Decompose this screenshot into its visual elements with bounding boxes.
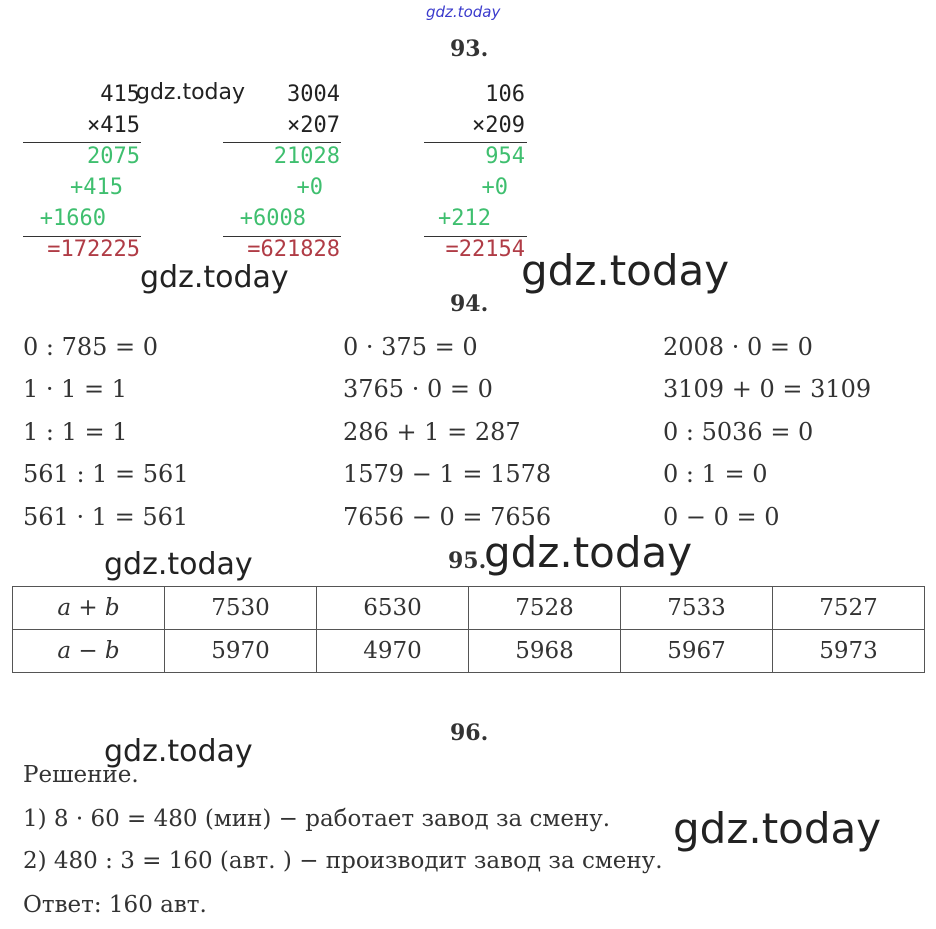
- table-cell: 5968: [469, 630, 621, 673]
- watermark-top: gdz.today: [426, 3, 501, 21]
- product-result: =22154: [445, 237, 525, 262]
- partial-product-1: 2075: [87, 144, 140, 169]
- equation: 0 · 375 = 0: [343, 333, 478, 361]
- table-row: [13, 630, 925, 673]
- rule-line: [424, 142, 527, 143]
- partial-product-1: 21028: [273, 144, 340, 169]
- equation: 1 : 1 = 1: [23, 418, 128, 446]
- equation: 3765 · 0 = 0: [343, 375, 493, 403]
- multiplicand: 415: [100, 82, 140, 107]
- rule-line: [424, 236, 527, 237]
- rule-line: [223, 236, 341, 237]
- table-cell: 5970: [165, 630, 317, 673]
- table-cell: 6530: [317, 587, 469, 630]
- task-93-number: 93.: [450, 36, 489, 62]
- task-94-number: 94.: [450, 291, 489, 317]
- watermark: gdz.today: [521, 246, 730, 295]
- equation: 561 : 1 = 561: [23, 460, 189, 488]
- watermark: gdz.today: [673, 804, 882, 853]
- task-95-number: 95.: [448, 548, 487, 574]
- multiplication-column-2: [190, 79, 340, 265]
- multiplier: ×207: [287, 113, 340, 138]
- multiplicand: 3004: [287, 82, 340, 107]
- equation: 1579 − 1 = 1578: [343, 460, 552, 488]
- watermark: gdz.today: [104, 547, 253, 582]
- row-label-difference: a − b: [13, 630, 165, 673]
- multiplicand: 106: [485, 82, 525, 107]
- watermark: gdz.today: [104, 734, 253, 769]
- equation: 1 · 1 = 1: [23, 375, 128, 403]
- product-result: =172225: [47, 237, 140, 262]
- table-cell: 7530: [165, 587, 317, 630]
- rule-line: [223, 142, 341, 143]
- partial-product-3: +212: [438, 206, 491, 231]
- watermark: gdz.today: [136, 80, 246, 105]
- row-label-sum: a + b: [13, 587, 165, 630]
- table-cell: 5973: [773, 630, 925, 673]
- equation: 0 : 5036 = 0: [663, 418, 814, 446]
- solution-heading: Решение.: [23, 762, 139, 788]
- multiplication-column-3: [375, 79, 525, 265]
- equation: 3109 + 0 = 3109: [663, 375, 872, 403]
- partial-product-2: +0: [481, 175, 508, 200]
- equation: 286 + 1 = 287: [343, 418, 521, 446]
- equation: 0 : 1 = 0: [663, 460, 768, 488]
- table-cell: 7528: [469, 587, 621, 630]
- values-table: [12, 586, 925, 673]
- equation: 561 · 1 = 561: [23, 503, 189, 531]
- equation: 7656 − 0 = 7656: [343, 503, 552, 531]
- solution-step-1: 1) 8 · 60 = 480 (мин) − работает завод за смену.: [23, 806, 611, 832]
- answer: Ответ: 160 авт.: [23, 892, 207, 918]
- partial-product-3: +1660: [39, 206, 106, 231]
- solution-step-2: 2) 480 : 3 = 160 (авт. ) − производит завод за смену.: [23, 848, 663, 874]
- equation: 0 : 785 = 0: [23, 333, 159, 361]
- table-cell: 7533: [621, 587, 773, 630]
- partial-product-2: +415: [70, 175, 123, 200]
- table-row: [13, 587, 925, 630]
- watermark: gdz.today: [140, 260, 289, 295]
- rule-line: [23, 142, 141, 143]
- multiplication-column-1: [0, 79, 140, 265]
- watermark: gdz.today: [484, 528, 693, 577]
- equation: 2008 · 0 = 0: [663, 333, 813, 361]
- table-cell: 5967: [621, 630, 773, 673]
- rule-line: [23, 236, 141, 237]
- table-cell: 4970: [317, 630, 469, 673]
- multiplier: ×415: [87, 113, 140, 138]
- multiplier: ×209: [472, 113, 525, 138]
- task-96-number: 96.: [450, 720, 489, 746]
- partial-product-1: 954: [485, 144, 525, 169]
- table-cell: 7527: [773, 587, 925, 630]
- product-result: =621828: [247, 237, 340, 262]
- partial-product-3: +6008: [239, 206, 306, 231]
- equation: 0 − 0 = 0: [663, 503, 780, 531]
- partial-product-2: +0: [296, 175, 323, 200]
